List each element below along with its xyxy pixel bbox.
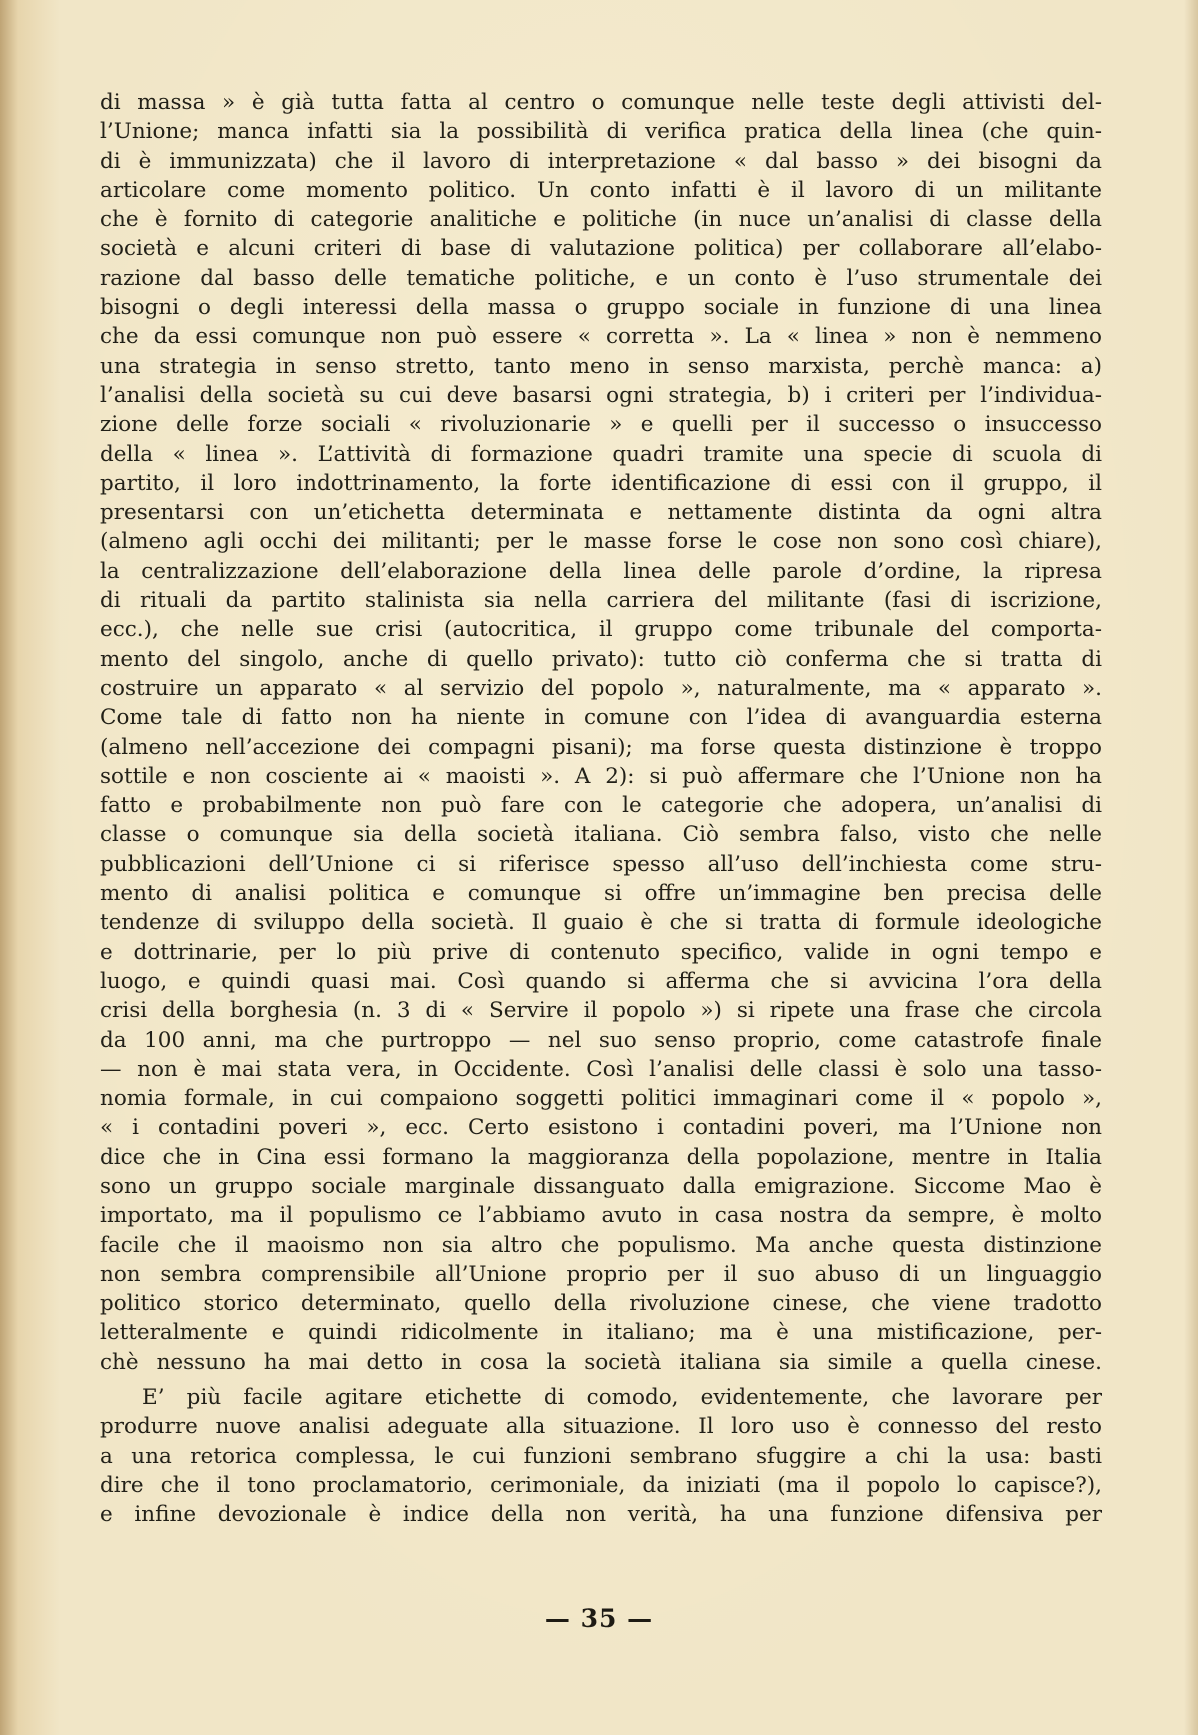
text-line: (almeno nell’accezione dei compagni pisani); ma forse questa distinzione è troppo (100, 734, 1102, 760)
text-line: produrre nuove analisi adeguate alla situazione. Il loro uso è connesso del resto (100, 1414, 1102, 1440)
text-line: Come tale di fatto non ha niente in comune con l’idea di avanguardia esterna (100, 705, 1102, 731)
text-line: di è immunizzata) che il lavoro di interpretazione « dal basso » dei bisogni da (100, 148, 1102, 174)
text-line: da 100 anni, ma che purtroppo — nel suo senso proprio, come catastrofe finale (100, 1027, 1102, 1053)
text-line: nomia formale, in cui compaiono soggetti politici immaginari come il « popolo », (100, 1086, 1102, 1112)
text-line: che è fornito di categorie analitiche e politiche (in nuce un’analisi di classe della (100, 207, 1102, 233)
text-line: (almeno agli occhi dei militanti; per le masse forse le cose non sono così chiare), (100, 529, 1102, 555)
text-line: l’Unione; manca infatti sia la possibilità di verifica pratica della linea (che quin- (100, 119, 1102, 145)
text-line: dice che in Cina essi formano la maggioranza della popolazione, mentre in Italia (100, 1144, 1102, 1170)
text-line: crisi della borghesia (n. 3 di « Servire il popolo ») si ripete una frase che circola (100, 998, 1102, 1024)
text-line: articolare come momento politico. Un conto infatti è il lavoro di un militante (100, 177, 1102, 203)
text-line: di massa » è già tutta fatta al centro o comunque nelle teste degli attivisti del- (100, 90, 1102, 115)
text-line: l’analisi della società su cui deve basarsi ogni strategia, b) i criteri per l’individua- (100, 382, 1102, 408)
text-line: dire che il tono proclamatorio, cerimoniale, da iniziati (ma il popolo lo capisce?), (100, 1472, 1102, 1498)
text-line: ecc.), che nelle sue crisi (autocritica, il gruppo come tribunale del comporta- (100, 617, 1102, 643)
text-line: fatto e probabilmente non può fare con le categorie che adopera, un’analisi di (100, 793, 1102, 819)
text-line: e dottrinarie, per lo più prive di contenuto specifico, valide in ogni tempo e (100, 939, 1102, 965)
text-line: — non è mai stata vera, in Occidente. Così l’analisi delle classi è solo una tasso- (100, 1056, 1102, 1082)
text-line: sono un gruppo sociale marginale dissanguato dalla emigrazione. Siccome Mao è (100, 1173, 1102, 1199)
text-line: letteralmente e quindi ridicolmente in italiano; ma è una mistificazione, per- (100, 1320, 1102, 1346)
text-line: della « linea ». L’attività di formazione quadri tramite una specie di scuola di (100, 441, 1102, 467)
text-line: costruire un apparato « al servizio del popolo », naturalmente, ma « apparato ». (100, 675, 1102, 701)
text-line: la centralizzazione dell’elaborazione della linea delle parole d’ordine, la ripresa (100, 558, 1102, 584)
text-line: importato, ma il populismo ce l’abbiamo avuto in casa nostra da sempre, è molto (100, 1203, 1102, 1229)
text-line: che da essi comunque non può essere « corretta ». La « linea » non è nemmeno (100, 324, 1102, 350)
text-line: razione dal basso delle tematiche politiche, e un conto è l’uso strumentale dei (100, 265, 1102, 291)
text-line: bisogni o degli interessi della massa o gruppo sociale in funzione di una linea (100, 295, 1102, 321)
text-line: a una retorica complessa, le cui funzioni sembrano sfuggire a chi la usa: basti (100, 1443, 1102, 1469)
page-number: — 35 — (544, 1604, 654, 1633)
text-line: facile che il maoismo non sia altro che populismo. Ma anche questa distinzione (100, 1232, 1102, 1258)
text-line: società e alcuni criteri di base di valutazione politica) per collaborare all’elabo- (100, 236, 1102, 262)
text-line: « i contadini poveri », ecc. Certo esistono i contadini poveri, ma l’Unione non (100, 1115, 1102, 1141)
text-line: luogo, e quindi quasi mai. Così quando si afferma che si avvicina l’ora della (100, 968, 1102, 994)
body-text (100, 88, 1102, 1530)
text-line: E’ più facile agitare etichette di comodo, evidentemente, che lavorare per (142, 1385, 1102, 1411)
text-line: pubblicazioni dell’Unione ci si riferisce spesso all’uso dell’inchiesta come stru- (100, 851, 1102, 877)
text-line: una strategia in senso stretto, tanto meno in senso marxista, perchè manca: a) (100, 353, 1102, 379)
text-line: sottile e non cosciente ai « maoisti ». A 2): si può affermare che l’Unione non ha (100, 763, 1102, 789)
text-line: politico storico determinato, quello della rivoluzione cinese, che viene tradotto (100, 1291, 1102, 1317)
text-line: classe o comunque sia della società italiana. Ciò sembra falso, visto che nelle (100, 822, 1102, 848)
text-line: di rituali da partito stalinista sia nella carriera del militante (fasi di iscrizione, (100, 588, 1102, 614)
text-line: mento di analisi politica e comunque si offre un’immagine ben precisa delle (100, 881, 1102, 907)
text-line: zione delle forze sociali « rivoluzionarie » e quelli per il successo o insuccesso (100, 412, 1102, 438)
text-line: presentarsi con un’etichetta determinata e nettamente distinta da ogni altra (100, 500, 1102, 526)
text-line: e infine devozionale è indice della non verità, ha una funzione difensiva per (100, 1502, 1102, 1528)
text-line: non sembra comprensibile all’Unione proprio per il suo abuso di un linguaggio (100, 1261, 1102, 1287)
text-line: tendenze di sviluppo della società. Il guaio è che si tratta di formule ideologiche (100, 910, 1102, 936)
text-line: chè nessuno ha mai detto in cosa la società italiana sia simile a quella cinese. (100, 1349, 1102, 1375)
text-line: partito, il loro indottrinamento, la forte identificazione di essi con il gruppo, il (100, 470, 1102, 496)
text-line: mento del singolo, anche di quello privato): tutto ciò conferma che si tratta di (100, 646, 1102, 672)
